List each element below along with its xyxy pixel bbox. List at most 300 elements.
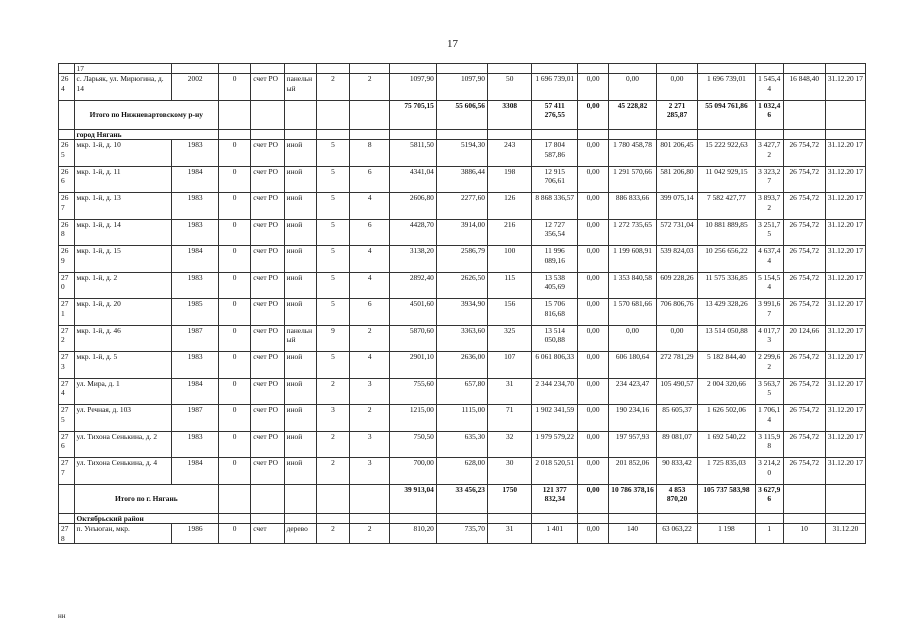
total-fund-2: 4 853 870,20	[656, 484, 697, 513]
table-cell	[609, 513, 657, 523]
total-zero-value: 0,00	[578, 100, 609, 129]
cell-account: счет РО	[251, 299, 284, 326]
table-cell	[284, 129, 316, 139]
cell-floors: 3	[316, 405, 349, 432]
cell-year: 1987	[172, 405, 219, 432]
cell-zero-value: 0,00	[578, 352, 609, 379]
cell-area-total: 750,50	[390, 431, 437, 458]
cell-fund-1: 1 272 735,65	[609, 219, 657, 246]
cell-area-living: 635,30	[436, 431, 487, 458]
cell-fund-2: 0,00	[656, 74, 697, 101]
cell-zero: 0	[219, 431, 251, 458]
cell-number: 264	[59, 74, 75, 101]
cell-fund-3: 11 575 336,85	[698, 272, 756, 299]
cell-zero: 0	[219, 166, 251, 193]
cell-residents: 198	[488, 166, 532, 193]
table-row	[59, 405, 866, 432]
table-row	[59, 64, 866, 74]
cell-address: мкр. 1-й, д. 10	[74, 140, 172, 167]
cell-account: счет РО	[251, 193, 284, 220]
table-cell	[783, 513, 825, 523]
cell-specific: 1 545,4 4	[755, 74, 783, 101]
cell-date: 31.12.20 17	[825, 193, 865, 220]
cell-area-total: 3138,20	[390, 246, 437, 273]
cell-zero: 0	[219, 219, 251, 246]
cell-residents: 32	[488, 431, 532, 458]
table-body	[59, 64, 866, 544]
total-fund-1: 10 786 378,16	[609, 484, 657, 513]
cell-area-total: 2901,10	[390, 352, 437, 379]
cell-fund-1: 1 199 608,91	[609, 246, 657, 273]
cell-cost: 12 727 356,54	[532, 219, 578, 246]
cell-fund-3: 13 429 328,26	[698, 299, 756, 326]
cell-fund-1: 606 180,64	[609, 352, 657, 379]
cell-account: счет РО	[251, 431, 284, 458]
cell-fund-3: 11 042 929,15	[698, 166, 756, 193]
total-area-total: 75 705,15	[390, 100, 437, 129]
cell-entrances: 2	[350, 405, 390, 432]
cell-account: счет РО	[251, 140, 284, 167]
cell-entrances: 2	[350, 325, 390, 352]
table-row	[59, 272, 866, 299]
cell-cost: 1 401	[532, 524, 578, 544]
cell-zero: 0	[219, 458, 251, 485]
table-cell	[578, 513, 609, 523]
cell-specific: 3 893,7 2	[755, 193, 783, 220]
table-row	[59, 246, 866, 273]
cell-address: ул. Тихона Сенькина, д. 2	[74, 431, 172, 458]
table-cell	[219, 513, 251, 523]
table-cell	[488, 513, 532, 523]
total-specific: 1 032,4 6	[755, 100, 783, 129]
cell-cost: 15 706 816,68	[532, 299, 578, 326]
total-fund-2: 2 271 285,87	[656, 100, 697, 129]
section-title: город Нягань	[74, 129, 218, 139]
cell-area-living: 2636,00	[436, 352, 487, 379]
table-cell	[656, 513, 697, 523]
cell-fund-2: 90 833,42	[656, 458, 697, 485]
cell-fund-2: 63 063,22	[656, 524, 697, 544]
cell-entrances: 6	[350, 299, 390, 326]
cell-floors: 5	[316, 140, 349, 167]
cell-floors: 2	[316, 458, 349, 485]
cell-residents: 216	[488, 219, 532, 246]
cell-floors: 5	[316, 272, 349, 299]
cell-address: мкр. 1-й, д. 20	[74, 299, 172, 326]
table-cell	[59, 484, 75, 513]
cell-zero-value: 0,00	[578, 524, 609, 544]
table-row	[59, 378, 866, 405]
cell-floors: 5	[316, 219, 349, 246]
cell-year: 1984	[172, 458, 219, 485]
cell-fund-2: 609 228,26	[656, 272, 697, 299]
table-row	[59, 352, 866, 379]
cell-entrances: 4	[350, 246, 390, 273]
table-cell	[825, 129, 865, 139]
cell-residents: 30	[488, 458, 532, 485]
cell-residents: 243	[488, 140, 532, 167]
cell-zero: 0	[219, 272, 251, 299]
table-cell	[578, 129, 609, 139]
cell-address: мкр. 1-й, д. 46	[74, 325, 172, 352]
cell-fund-2: 399 075,14	[656, 193, 697, 220]
cell-zero: 0	[219, 193, 251, 220]
cell-zero: 0	[219, 378, 251, 405]
cell-fund-1: 201 852,06	[609, 458, 657, 485]
table-cell	[219, 129, 251, 139]
cell-fund-2: 105 490,57	[656, 378, 697, 405]
table-row	[59, 219, 866, 246]
cell-specific: 3 323,2 7	[755, 166, 783, 193]
cell-specific: 4 637,4 4	[755, 246, 783, 273]
table-cell	[316, 100, 349, 129]
table-cell	[436, 129, 487, 139]
table-cell	[755, 513, 783, 523]
cell-number: 274	[59, 378, 75, 405]
cell-area-living: 628,00	[436, 458, 487, 485]
table-cell	[390, 513, 437, 523]
cell-zero: 0	[219, 74, 251, 101]
cell-zero-value: 0,00	[578, 219, 609, 246]
cell-address-fragment: 17	[74, 64, 172, 74]
table-cell	[783, 129, 825, 139]
table-cell	[390, 129, 437, 139]
cell-number: 272	[59, 325, 75, 352]
cell-floors: 2	[316, 74, 349, 101]
cell-year: 1984	[172, 246, 219, 273]
cell-address: ул. Речная, д. 103	[74, 405, 172, 432]
cell-zero-value: 0,00	[578, 246, 609, 273]
cell-fund-3: 1 696 739,01	[698, 74, 756, 101]
cell-address: мкр. 1-й, д. 13	[74, 193, 172, 220]
cell-limit: 10	[783, 524, 825, 544]
cell-material: иной	[284, 458, 316, 485]
cell-number: 271	[59, 299, 75, 326]
table-cell	[59, 513, 75, 523]
cell-area-living: 2277,60	[436, 193, 487, 220]
cell-area-living: 1115,00	[436, 405, 487, 432]
total-residents: 1750	[488, 484, 532, 513]
cell-limit: 26 754,72	[783, 272, 825, 299]
cell-specific: 2 299,6 2	[755, 352, 783, 379]
cell-date: 31.12.20	[825, 524, 865, 544]
cell-floors: 5	[316, 193, 349, 220]
cell-specific: 4 017,7 3	[755, 325, 783, 352]
cell-area-total: 5811,50	[390, 140, 437, 167]
cell-residents: 31	[488, 524, 532, 544]
cell-date: 31.12.20 17	[825, 325, 865, 352]
cell-residents: 126	[488, 193, 532, 220]
cell-area-living: 735,70	[436, 524, 487, 544]
cell-limit: 26 754,72	[783, 193, 825, 220]
table-row	[59, 513, 866, 523]
cell-area-total: 2606,80	[390, 193, 437, 220]
table-cell	[698, 513, 756, 523]
cell-entrances: 4	[350, 352, 390, 379]
cell-fund-1: 1 570 681,66	[609, 299, 657, 326]
page-number: 17	[447, 38, 458, 50]
cell-account: счет РО	[251, 272, 284, 299]
cell-cost: 8 868 336,57	[532, 193, 578, 220]
table-cell	[436, 513, 487, 523]
cell-cost: 1 696 739,01	[532, 74, 578, 101]
table-cell	[284, 484, 316, 513]
cell-area-total: 2892,40	[390, 272, 437, 299]
table-row	[59, 129, 866, 139]
cell-specific: 3 427,7 2	[755, 140, 783, 167]
cell-entrances: 6	[350, 219, 390, 246]
table-cell	[609, 129, 657, 139]
table-row	[59, 524, 866, 544]
cell-year: 1983	[172, 272, 219, 299]
cell-fund-1: 197 957,93	[609, 431, 657, 458]
cell-date: 31.12.20 17	[825, 272, 865, 299]
cell-date: 31.12.20 17	[825, 431, 865, 458]
total-area-total: 39 913,04	[390, 484, 437, 513]
cell-date: 31.12.20 17	[825, 246, 865, 273]
cell-year: 2002	[172, 74, 219, 101]
cell-number: 269	[59, 246, 75, 273]
cell-fund-2: 581 206,80	[656, 166, 697, 193]
cell-area-total: 4501,60	[390, 299, 437, 326]
cell-limit: 26 754,72	[783, 140, 825, 167]
cell-zero-value: 0,00	[578, 378, 609, 405]
table-cell	[532, 129, 578, 139]
table-cell	[251, 513, 284, 523]
cell-number: 267	[59, 193, 75, 220]
table-cell	[825, 513, 865, 523]
cell-limit: 26 754,72	[783, 431, 825, 458]
cell-address: мкр. 1-й, д. 5	[74, 352, 172, 379]
cell-area-total: 1097,90	[390, 74, 437, 101]
section-title: Октябрьский район	[74, 513, 218, 523]
register-table	[58, 63, 866, 544]
cell-cost: 17 804 587,86	[532, 140, 578, 167]
table-cell	[316, 513, 349, 523]
total-cost: 121 377 832,34	[532, 484, 578, 513]
table-cell	[316, 129, 349, 139]
cell-zero-value: 0,00	[578, 140, 609, 167]
cell-area-living: 657,80	[436, 378, 487, 405]
cell-fund-3: 13 514 050,88	[698, 325, 756, 352]
cell-year: 1983	[172, 193, 219, 220]
cell-area-living: 5194,30	[436, 140, 487, 167]
table-cell	[219, 100, 251, 129]
cell-entrances: 6	[350, 166, 390, 193]
cell-limit: 26 754,72	[783, 299, 825, 326]
table-row	[59, 325, 866, 352]
cell-material: иной	[284, 405, 316, 432]
cell-fund-2: 0,00	[656, 325, 697, 352]
cell-limit: 16 848,40	[783, 74, 825, 101]
cell-account: счет РО	[251, 166, 284, 193]
cell-limit: 26 754,72	[783, 458, 825, 485]
cell-fund-1: 190 234,16	[609, 405, 657, 432]
cell-area-total: 5870,60	[390, 325, 437, 352]
cell-zero-value: 0,00	[578, 325, 609, 352]
cell-fund-3: 7 582 427,77	[698, 193, 756, 220]
cell-fund-2: 89 081,07	[656, 431, 697, 458]
cell-number: 276	[59, 431, 75, 458]
cell-number: 266	[59, 166, 75, 193]
cell-material: панельный	[284, 74, 316, 101]
cell-zero: 0	[219, 524, 251, 544]
total-cost: 57 411 276,55	[532, 100, 578, 129]
cell-fund-3: 1 198	[698, 524, 756, 544]
cell-area-total: 755,60	[390, 378, 437, 405]
cell-number: 265	[59, 140, 75, 167]
cell-fund-2: 572 731,04	[656, 219, 697, 246]
table-cell	[350, 513, 390, 523]
cell-entrances: 4	[350, 272, 390, 299]
total-area-living: 55 606,56	[436, 100, 487, 129]
cell-fund-3: 15 222 922,63	[698, 140, 756, 167]
cell-year: 1983	[172, 140, 219, 167]
cell-number: 278	[59, 524, 75, 544]
cell-entrances: 8	[350, 140, 390, 167]
cell-fund-3: 1 725 835,03	[698, 458, 756, 485]
cell-fund-2: 85 605,37	[656, 405, 697, 432]
cell-specific: 3 214,2 0	[755, 458, 783, 485]
cell-entrances: 2	[350, 74, 390, 101]
cell-date: 31.12.20 17	[825, 166, 865, 193]
total-label: Итого по Нижневартовскому р-ну	[74, 100, 218, 129]
table-cell	[350, 129, 390, 139]
cell-limit: 26 754,72	[783, 246, 825, 273]
cell-year: 1985	[172, 299, 219, 326]
table-row	[59, 299, 866, 326]
cell-material: иной	[284, 299, 316, 326]
cell-material: иной	[284, 193, 316, 220]
cell-fund-1: 140	[609, 524, 657, 544]
total-fund-3: 105 737 583,98	[698, 484, 756, 513]
cell-address: п. Унъюган, мкр.	[74, 524, 172, 544]
cell-fund-3: 5 182 844,40	[698, 352, 756, 379]
cell-entrances: 2	[350, 524, 390, 544]
cell-year: 1983	[172, 352, 219, 379]
cell-specific: 3 251,7 5	[755, 219, 783, 246]
cell-material: иной	[284, 431, 316, 458]
cell-zero-value: 0,00	[578, 272, 609, 299]
cell-address: с. Ларьяк, ул. Мирюгина, д. 14	[74, 74, 172, 101]
table-cell	[284, 100, 316, 129]
cell-year: 1984	[172, 166, 219, 193]
cell-floors: 5	[316, 299, 349, 326]
total-specific: 3 627,9 6	[755, 484, 783, 513]
cell-specific: 1	[755, 524, 783, 544]
cell-material: иной	[284, 140, 316, 167]
cell-fund-1: 1 291 570,66	[609, 166, 657, 193]
total-fund-1: 45 228,82	[609, 100, 657, 129]
table-cell	[783, 484, 825, 513]
cell-zero: 0	[219, 352, 251, 379]
cell-material: иной	[284, 166, 316, 193]
total-zero-value: 0,00	[578, 484, 609, 513]
cell-address: мкр. 1-й, д. 14	[74, 219, 172, 246]
cell-entrances: 3	[350, 431, 390, 458]
cell-limit: 26 754,72	[783, 352, 825, 379]
cell-cost: 12 915 706,61	[532, 166, 578, 193]
cell-address: мкр. 1-й, д. 2	[74, 272, 172, 299]
cell-number: 270	[59, 272, 75, 299]
cell-specific: 3 991,6 7	[755, 299, 783, 326]
footnote: нн	[58, 612, 66, 620]
cell-fund-1: 234 423,47	[609, 378, 657, 405]
table-cell	[316, 484, 349, 513]
cell-year: 1983	[172, 219, 219, 246]
cell-year: 1987	[172, 325, 219, 352]
cell-floors: 9	[316, 325, 349, 352]
table-cell	[251, 129, 284, 139]
table-row	[59, 74, 866, 101]
total-area-living: 33 456,23	[436, 484, 487, 513]
cell-account: счет РО	[251, 246, 284, 273]
cell-zero: 0	[219, 299, 251, 326]
cell-material: иной	[284, 246, 316, 273]
cell-specific: 1 706,1 4	[755, 405, 783, 432]
cell-fund-3: 2 004 320,66	[698, 378, 756, 405]
cell-number: 275	[59, 405, 75, 432]
cell-floors: 5	[316, 166, 349, 193]
cell-area-total: 1215,00	[390, 405, 437, 432]
cell-residents: 71	[488, 405, 532, 432]
cell-limit: 26 754,72	[783, 378, 825, 405]
table-row	[59, 100, 866, 129]
table-row	[59, 193, 866, 220]
cell-date: 31.12.20 17	[825, 378, 865, 405]
cell-fund-3: 10 881 889,85	[698, 219, 756, 246]
cell-residents: 107	[488, 352, 532, 379]
cell-area-total: 4341,04	[390, 166, 437, 193]
cell-fund-1: 0,00	[609, 325, 657, 352]
cell-zero-value: 0,00	[578, 193, 609, 220]
cell-zero-value: 0,00	[578, 299, 609, 326]
cell-fund-3: 1 692 540,22	[698, 431, 756, 458]
cell-entrances: 4	[350, 193, 390, 220]
cell-specific: 3 115,9 8	[755, 431, 783, 458]
total-residents: 3308	[488, 100, 532, 129]
table-cell	[59, 129, 75, 139]
cell-zero: 0	[219, 140, 251, 167]
table-row	[59, 140, 866, 167]
cell-floors: 2	[316, 431, 349, 458]
cell-material: дерево	[284, 524, 316, 544]
cell-address: мкр. 1-й, д. 11	[74, 166, 172, 193]
cell-year: 1986	[172, 524, 219, 544]
cell-fund-2: 706 806,76	[656, 299, 697, 326]
cell-zero-value: 0,00	[578, 405, 609, 432]
cell-residents: 115	[488, 272, 532, 299]
cell-cost: 13 514 050,88	[532, 325, 578, 352]
cell-address: ул. Мира, д. 1	[74, 378, 172, 405]
table-row	[59, 484, 866, 513]
cell-fund-2: 539 824,03	[656, 246, 697, 273]
cell-area-living: 3363,60	[436, 325, 487, 352]
table-cell	[219, 484, 251, 513]
cell-account: счет РО	[251, 325, 284, 352]
table-cell	[350, 100, 390, 129]
cell-zero: 0	[219, 325, 251, 352]
cell-cost: 2 344 234,70	[532, 378, 578, 405]
cell-cost: 6 061 806,33	[532, 352, 578, 379]
cell-area-living: 3914,00	[436, 219, 487, 246]
cell-specific: 5 154,5 4	[755, 272, 783, 299]
cell-limit: 26 754,72	[783, 219, 825, 246]
table-cell	[698, 129, 756, 139]
cell-zero: 0	[219, 405, 251, 432]
cell-residents: 156	[488, 299, 532, 326]
cell-account: счет РО	[251, 352, 284, 379]
